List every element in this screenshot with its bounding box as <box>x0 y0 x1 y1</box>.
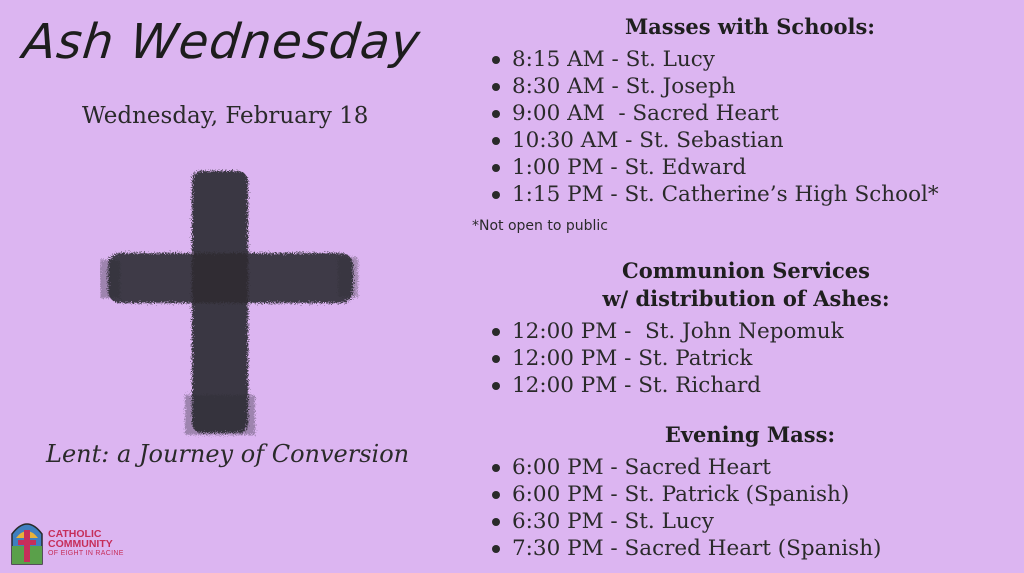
evening-list <box>490 454 881 562</box>
communion-heading: Communion Services <box>621 258 870 283</box>
footnote: *Not open to public <box>472 218 608 234</box>
list-item: 7:30 PM - Sacred Heart (Spanish) <box>490 535 881 562</box>
communion-list <box>490 318 844 399</box>
masses-heading: Masses with Schools: <box>624 14 876 39</box>
list-item: 8:30 AM - St. Joseph <box>490 73 939 100</box>
list-item: 10:30 AM - St. Sebastian <box>490 127 939 154</box>
event-date: Wednesday, February 18 <box>82 103 369 129</box>
list-item: 6:30 PM - St. Lucy <box>490 508 881 535</box>
list-item: 8:15 AM - St. Lucy <box>490 46 939 73</box>
logo-text <box>48 529 124 559</box>
list-item: 6:00 PM - St. Patrick (Spanish) <box>490 481 881 508</box>
evening-heading: Evening Mass: <box>664 422 836 447</box>
communion-subheading: w/ distribution of Ashes: <box>602 286 890 311</box>
list-item: 9:00 AM - Sacred Heart <box>490 100 939 127</box>
church-window-icon <box>10 516 44 566</box>
list-item: 6:00 PM - Sacred Heart <box>490 454 881 481</box>
list-item: 12:00 PM - St. John Nepomuk <box>490 318 844 345</box>
list-item: 12:00 PM - St. Patrick <box>490 345 844 372</box>
page-title <box>20 14 446 94</box>
list-item: 1:00 PM - St. Edward <box>490 154 939 181</box>
list-item: 1:15 PM - St. Catherine’s High School* <box>490 181 939 208</box>
page-title-text: Ash Wednesday <box>20 14 424 70</box>
list-item: 12:00 PM - St. Richard <box>490 372 844 399</box>
logo-line3: OF EIGHT IN RACINE <box>48 550 124 557</box>
logo-line2: COMMUNITY <box>48 538 113 550</box>
masses-list <box>490 46 939 208</box>
subtitle: Lent: a Journey of Conversion <box>46 440 410 468</box>
ash-cross-icon <box>100 165 360 445</box>
logo-line1: CATHOLIC <box>48 528 102 540</box>
logo <box>8 516 168 568</box>
